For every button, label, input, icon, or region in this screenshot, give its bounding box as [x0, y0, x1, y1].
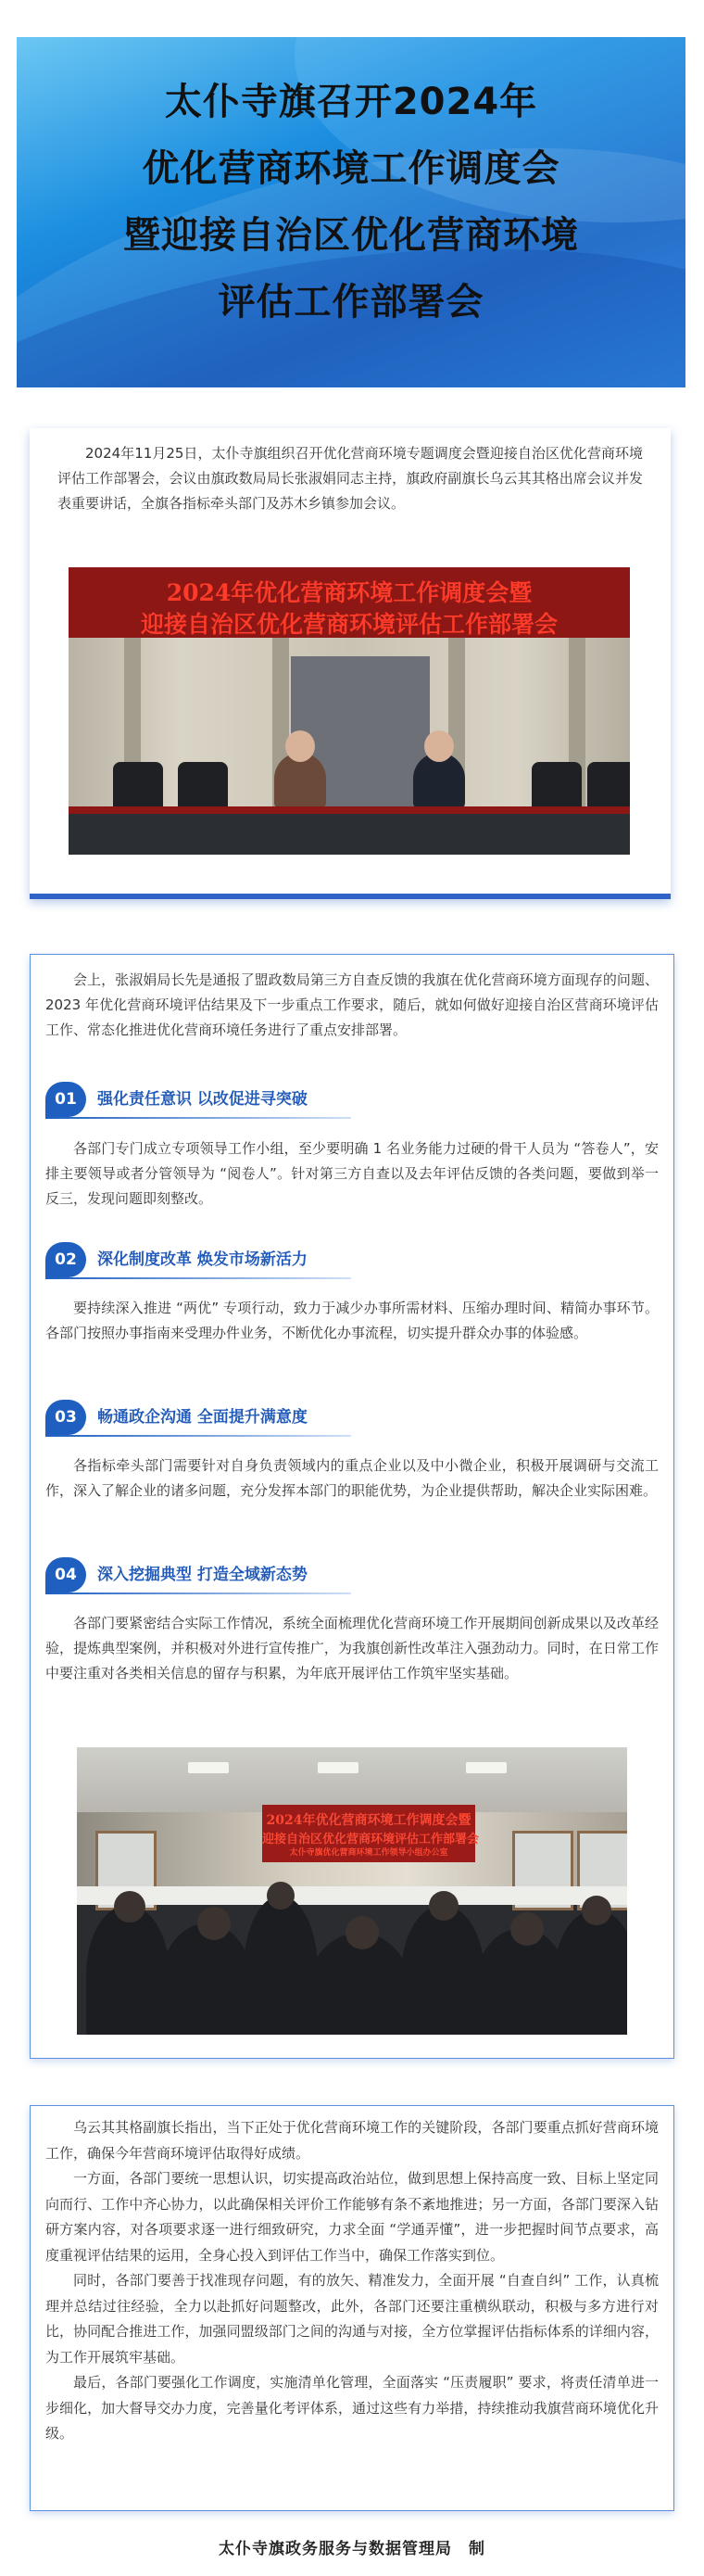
section-underline	[45, 1117, 351, 1119]
header-banner	[17, 37, 685, 387]
closing-paragraph: 同时，各部门要善于找准现存问题，有的放矢、精准发力，全面开展 “自查自纠” 工作，认真梳理并总结过往经验，全力以赴抓好问题整改，此外，各部门还要注重横纵联动，积极与多方进行对比，协同配合推进工作，加强同盟级部门之间的沟通与对接，全方位掌握评估指标体系的详细内容，为工作开展筑牢基础。	[45, 2272, 659, 2366]
section-heading-02	[45, 1242, 657, 1277]
section-number-badge: 02	[45, 1242, 86, 1277]
closing-paragraph: 最后，各部门要强化工作调度，实施清单化管理，全面落实 “压责履职” 要求，将责任清单进一步细化，加大督导交办力度，完善量化考评体系，通过这些有力举措，持续推动我旗营商环境优化升级。	[45, 2374, 659, 2442]
title-line: 评估工作部署会	[218, 281, 484, 324]
title-line: 暨迎接自治区优化营商环境	[123, 214, 579, 257]
meeting-photo-podium	[69, 567, 630, 855]
footer-credit: 太仆寺旗政务服务与数据管理局 制	[219, 2540, 485, 2558]
section-paragraph: 各部门专门成立专项领导工作小组，至少要明确 1 名业务能力过硬的骨干人员为 “答卷人”，安排主要领导或者分管领导为 “阅卷人”。针对第三方自查以及去年评估反馈的各类问题，要做到举一反三，发现问题即刻整改。	[45, 1140, 659, 1207]
section-underline	[45, 1435, 351, 1437]
intro-card	[30, 428, 671, 899]
meeting-screen	[262, 1805, 480, 1862]
section-underline	[45, 1277, 351, 1279]
section-title: 深入挖掘典型 打造全域新态势	[97, 1566, 308, 1584]
title-line: 太仆寺旗召开2024年	[164, 81, 538, 123]
section-underline	[45, 1593, 351, 1594]
section-heading-03	[45, 1400, 657, 1435]
section-title: 畅通政企沟通 全面提升满意度	[97, 1408, 308, 1427]
section-title: 强化责任意识 以改促进寻突破	[97, 1090, 308, 1109]
meeting-screen-line: 太仆寺旗优化营商环境工作领导小组办公室	[289, 1848, 448, 1858]
section-paragraph: 各指标牵头部门需要针对自身负责领域内的重点企业以及中小微企业，积极开展调研与交流工作，深入了解企业的诸多问题，充分发挥本部门的职能优势，为企业提供帮助，解决企业实际困难。	[45, 1457, 659, 1499]
section-number-badge: 03	[45, 1400, 86, 1435]
meeting-banner-line: 2024年优化营商环境工作调度会暨	[166, 579, 533, 606]
meeting-screen-line: 迎接自治区优化营商环境评估工作部署会	[262, 1833, 480, 1846]
title-line: 优化营商环境工作调度会	[142, 147, 560, 190]
page-title	[17, 69, 685, 336]
meeting-screen-line: 2024年优化营商环境工作调度会暨	[266, 1813, 471, 1828]
meeting-photo-audience	[77, 1747, 627, 2035]
closing-paragraph: 乌云其其格副旗长指出，当下正处于优化营商环境工作的关键阶段，各部门要重点抓好营商环境工作，确保今年营商环境评估取得好成绩。	[45, 2119, 659, 2162]
meeting-banner	[69, 567, 630, 638]
section-paragraph: 各部门要紧密结合实际工作情况，系统全面梳理优化营商环境工作开展期间创新成果以及改革经验，提炼典型案例，并积极对外进行宣传推广，为我旗创新性改革注入强劲动力。同时，在日常工作中要注重对各类相关信息的留存与积累，为年底开展评估工作筑牢坚实基础。	[45, 1615, 659, 1681]
closing-card	[30, 2105, 674, 2511]
intro-paragraph: 2024年11月25日，太仆寺旗组织召开优化营商环境专题调度会暨迎接自治区优化营商环境评估工作部署会，会议由旗政数局局长张淑娟同志主持，旗政府副旗长乌云其其格出席会议并发表重要讲话，全旗各指标牵头部门及苏木乡镇参加会议。	[57, 445, 643, 512]
section-title: 深化制度改革 焕发市场新活力	[97, 1250, 308, 1269]
lead-paragraph: 会上，张淑娟局长先是通报了盟政数局第三方自查反馈的我旗在优化营商环境方面现存的问题、2023 年优化营商环境评估结果及下一步重点工作要求，随后，就如何做好迎接自治区营商环境评估工作、常态化推进优化营商环境任务进行了重点安排部署。	[45, 971, 659, 1038]
card-accent-bar	[30, 894, 671, 899]
section-heading-04	[45, 1557, 657, 1593]
meeting-banner-line: 迎接自治区优化营商环境评估工作部署会	[140, 611, 558, 638]
section-number-badge: 01	[45, 1082, 86, 1117]
section-number-badge: 04	[45, 1557, 86, 1593]
closing-paragraph: 一方面，各部门要统一思想认识，切实提高政治站位，做到思想上保持高度一致、目标上坚定同向而行、工作中齐心协力，以此确保相关评价工作能够有条不紊地推进；另一方面，各部门要深入钻研方案内容，对各项要求逐一进行细致研究，力求全面 “学通弄懂”，进一步把握时间节点要求，高度重视评估结果的运用，全身心投入到评估工作当中，确保工作落实到位。	[45, 2170, 659, 2264]
main-content-card	[30, 954, 674, 2059]
section-paragraph: 要持续深入推进 “两优” 专项行动，致力于减少办事所需材料、压缩办理时间、精简办事环节。各部门按照办事指南来受理办件业务，不断优化办事流程，切实提升群众办事的体验感。	[45, 1300, 659, 1341]
section-heading-01	[45, 1082, 657, 1117]
